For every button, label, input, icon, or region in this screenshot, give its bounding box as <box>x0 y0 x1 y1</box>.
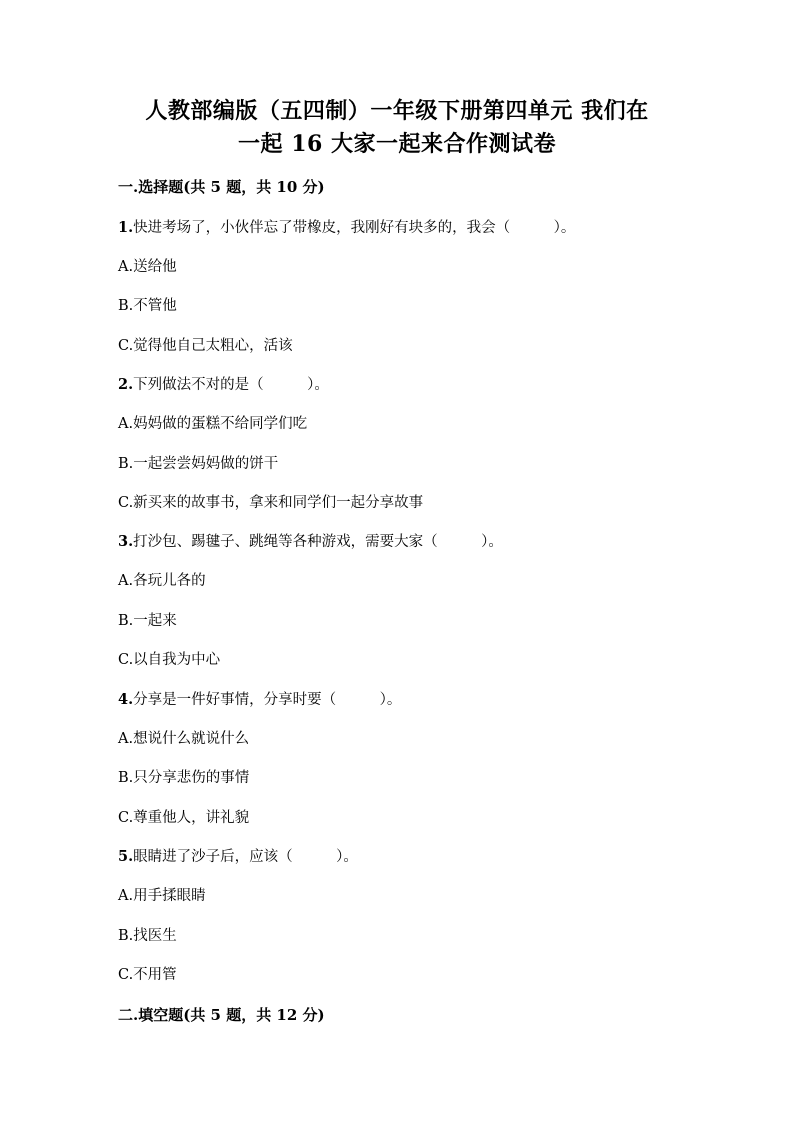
question-5 <box>118 847 358 867</box>
option-1c: C.觉得他自己太粗心，活该 <box>118 338 293 354</box>
question-2 <box>118 375 329 395</box>
option-5c: C.不用管 <box>118 967 177 983</box>
question-text: 打沙包、踢毽子、跳绳等各种游戏，需要大家（ ）。 <box>133 534 503 550</box>
option-2b: B.一起尝尝妈妈做的饼干 <box>118 456 279 472</box>
document-title-line-1: 人教部编版（五四制）一年级下册第四单元 我们在 <box>145 98 649 124</box>
option-3c: C.以自我为中心 <box>118 652 221 668</box>
option-5b: B.找医生 <box>118 928 177 944</box>
question-number: 3. <box>118 533 134 550</box>
option-5a: A.用手揉眼睛 <box>118 888 206 904</box>
question-number: 5. <box>118 848 134 865</box>
option-1b: B.不管他 <box>118 298 177 314</box>
question-number: 1. <box>118 219 134 236</box>
question-number: 2. <box>118 376 134 393</box>
option-2c: C.新买来的故事书，拿来和同学们一起分享故事 <box>118 495 424 511</box>
option-4b: B.只分享悲伤的事情 <box>118 770 250 786</box>
question-text: 下列做法不对的是（ ）。 <box>133 377 329 393</box>
option-4a: A.想说什么就说什么 <box>118 731 250 747</box>
option-3a: A.各玩儿各的 <box>118 573 206 589</box>
section-heading-choice: 一.选择题(共 5 题，共 10 分) <box>118 178 325 196</box>
question-1 <box>118 218 575 238</box>
question-4 <box>118 690 401 710</box>
question-3 <box>118 532 503 552</box>
question-number: 4. <box>118 691 134 708</box>
option-2a: A.妈妈做的蛋糕不给同学们吃 <box>118 416 308 432</box>
option-1a: A.送给他 <box>118 259 177 275</box>
question-text: 眼睛进了沙子后，应该（ ）。 <box>133 849 358 865</box>
question-text: 快进考场了，小伙伴忘了带橡皮，我刚好有块多的，我会（ ）。 <box>133 220 576 236</box>
section-heading-fill-in: 二.填空题(共 5 题，共 12 分) <box>118 1006 325 1024</box>
document-title-line-2: 一起 16 大家一起来合作测试卷 <box>238 131 556 157</box>
question-text: 分享是一件好事情，分享时要（ ）。 <box>133 692 402 708</box>
option-3b: B.一起来 <box>118 613 177 629</box>
option-4c: C.尊重他人，讲礼貌 <box>118 810 250 826</box>
